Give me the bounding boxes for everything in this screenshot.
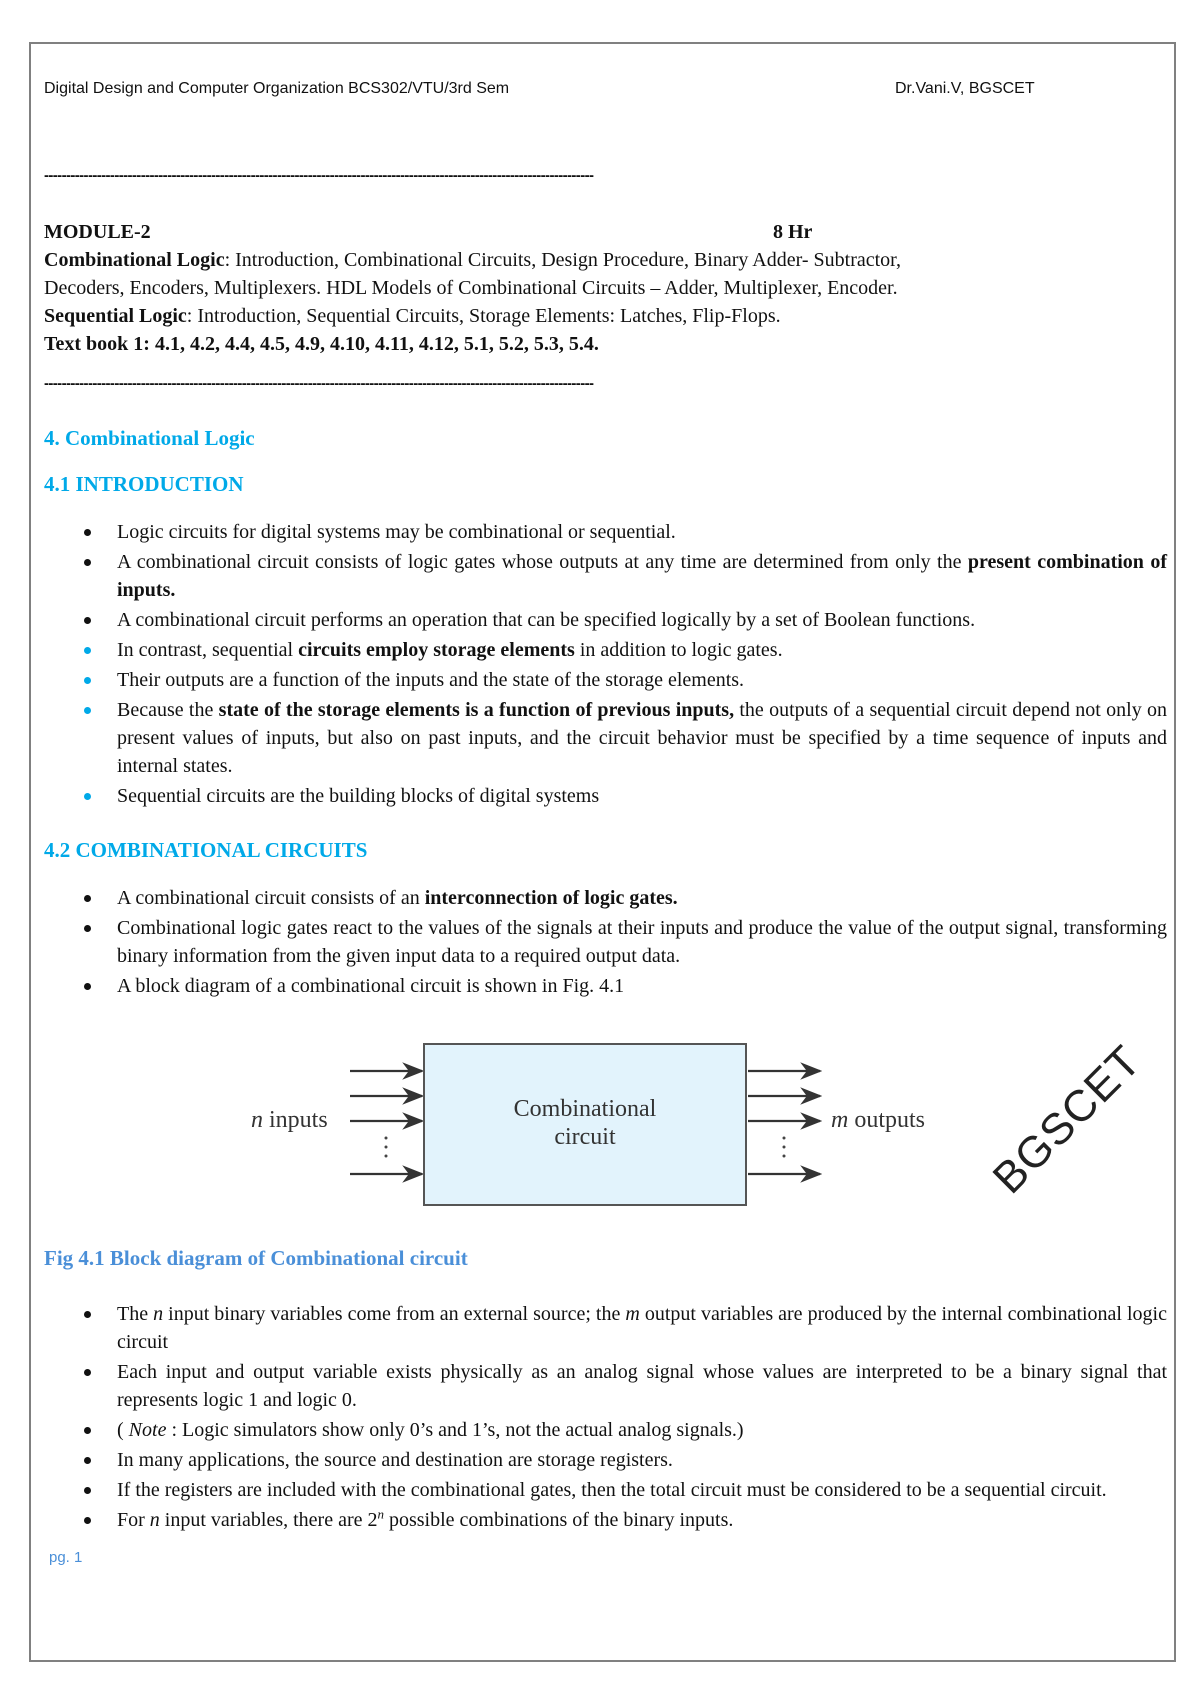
page-content — [44, 218, 1167, 1568]
outputs-label — [831, 1107, 925, 1134]
bold-text: present combination of inputs. — [117, 551, 1167, 601]
list-item — [117, 696, 1167, 780]
list-item: If the registers are included with the combinational gates, then the total circuit must be considered to be a sequential circuit. — [117, 1476, 1167, 1504]
module-title: MODULE-2 — [44, 221, 151, 243]
notes-list — [44, 1300, 1167, 1534]
var: n — [149, 1509, 160, 1531]
watermark: BGSCET — [983, 1036, 1151, 1204]
list-item — [117, 548, 1167, 604]
comb-heading: 4.2 COMBINATIONAL CIRCUITS — [44, 838, 368, 862]
list-item: In many applications, the source and destination are storage registers. — [117, 1446, 1167, 1474]
list-item — [117, 1416, 1167, 1444]
text: The — [117, 1303, 154, 1325]
intro-heading: 4.1 INTRODUCTION — [44, 472, 244, 496]
comb-list — [44, 884, 1167, 1000]
var: n — [251, 1107, 263, 1133]
box-label: Combinational — [513, 1096, 657, 1122]
list-item: A combinational circuit performs an operation that can be specified logically by a set of Boolean functions. — [117, 606, 1167, 634]
text: in addition to logic gates. — [574, 639, 783, 661]
text: In contrast, sequential — [117, 639, 299, 661]
list-item — [117, 636, 1167, 664]
text: inputs — [263, 1107, 328, 1133]
label: Sequential Logic — [44, 305, 187, 327]
text: outputs — [848, 1107, 926, 1133]
text: input variables, there are 2 — [159, 1509, 378, 1531]
list-item: Logic circuits for digital systems may be combinational or sequential. — [117, 518, 1167, 546]
syllabus-combinational — [44, 246, 1167, 274]
module-hours: 8 Hr — [773, 221, 813, 243]
module-heading-row — [44, 218, 1167, 246]
intro-list — [44, 518, 1167, 810]
text: A combinational circuit consists of an — [117, 887, 425, 909]
bold-text: interconnection of logic gates. — [424, 887, 678, 909]
text: possible combinations of the binary inputs. — [383, 1509, 734, 1531]
divider: ----------------------------------------------------------------------------------------------------------------------------- — [44, 167, 594, 184]
syllabus-combinational-cont: Decoders, Encoders, Multiplexers. HDL Models of Combinational Circuits – Adder, Multiplexer, Encoder. — [44, 277, 898, 299]
text: Because the — [117, 699, 219, 721]
header-title: Digital Design and Computer Organization BCS302/VTU/3rd Sem — [44, 80, 510, 97]
list-item: Sequential circuits are the building blocks of digital systems — [117, 782, 1167, 810]
list-item: Their outputs are a function of the inputs and the state of the storage elements. — [117, 666, 1167, 694]
var: n — [153, 1303, 164, 1325]
inputs-label — [251, 1107, 328, 1134]
header-author: Dr.Vani.V, BGSCET — [895, 80, 1035, 97]
syllabus-sequential — [44, 302, 1167, 330]
text: : Logic simulators show only 0’s and 1’s, not the actual analog signals.) — [166, 1419, 744, 1441]
page-number: pg. 1 — [49, 1549, 83, 1566]
text: output variables are produced by the internal combinational logic circuit — [117, 1303, 1167, 1353]
list-item: A block diagram of a combinational circuit is shown in Fig. 4.1 — [117, 972, 1167, 1000]
bold-text: state of the storage elements is a function of previous inputs, — [218, 699, 735, 721]
text: A combinational circuit consists of logic gates whose outputs at any time are determined from only the — [117, 551, 968, 573]
var: m — [625, 1303, 640, 1325]
block-diagram — [44, 1036, 1167, 1210]
textbook: Text book 1: 4.1, 4.2, 4.4, 4.5, 4.9, 4.10, 4.11, 4.12, 5.1, 5.2, 5.3, 5.4. — [44, 333, 599, 355]
label: Combinational Logic — [44, 249, 225, 271]
bold-text: circuits employ storage elements — [298, 639, 575, 661]
text: ( — [117, 1419, 129, 1441]
text: For — [117, 1509, 150, 1531]
section-heading: 4. Combinational Logic — [44, 426, 255, 450]
list-item: Each input and output variable exists physically as an analog signal whose values are interpreted to be a binary signal that represents logic 1 and logic 0. — [117, 1358, 1167, 1414]
text: : Introduction, Combinational Circuits, Design Procedure, Binary Adder- Subtractor, — [224, 249, 902, 271]
text: the outputs of a sequential circuit depend not only on present values of inputs, but also on past inputs, and the circuit behavior must be specified by a time sequence of inputs and internal states. — [117, 699, 1167, 777]
list-item: Combinational logic gates react to the values of the signals at their inputs and produce the value of the output signal, transforming binary information from the given input data to a required output data. — [117, 914, 1167, 970]
text: input binary variables come from an external source; the — [163, 1303, 626, 1325]
var: m — [831, 1107, 849, 1133]
italic: Note — [128, 1419, 167, 1441]
superscript: n — [377, 1506, 384, 1522]
divider: ----------------------------------------------------------------------------------------------------------------------------- — [44, 375, 594, 392]
list-item — [117, 1506, 1167, 1534]
list-item — [117, 1300, 1167, 1356]
box-label: circuit — [554, 1124, 616, 1150]
figure-caption: Fig 4.1 Block diagram of Combinational circuit — [44, 1246, 468, 1270]
combinational-circuit-box — [423, 1043, 747, 1206]
list-item — [117, 884, 1167, 912]
text: : Introduction, Sequential Circuits, Storage Elements: Latches, Flip-Flops. — [186, 305, 781, 327]
